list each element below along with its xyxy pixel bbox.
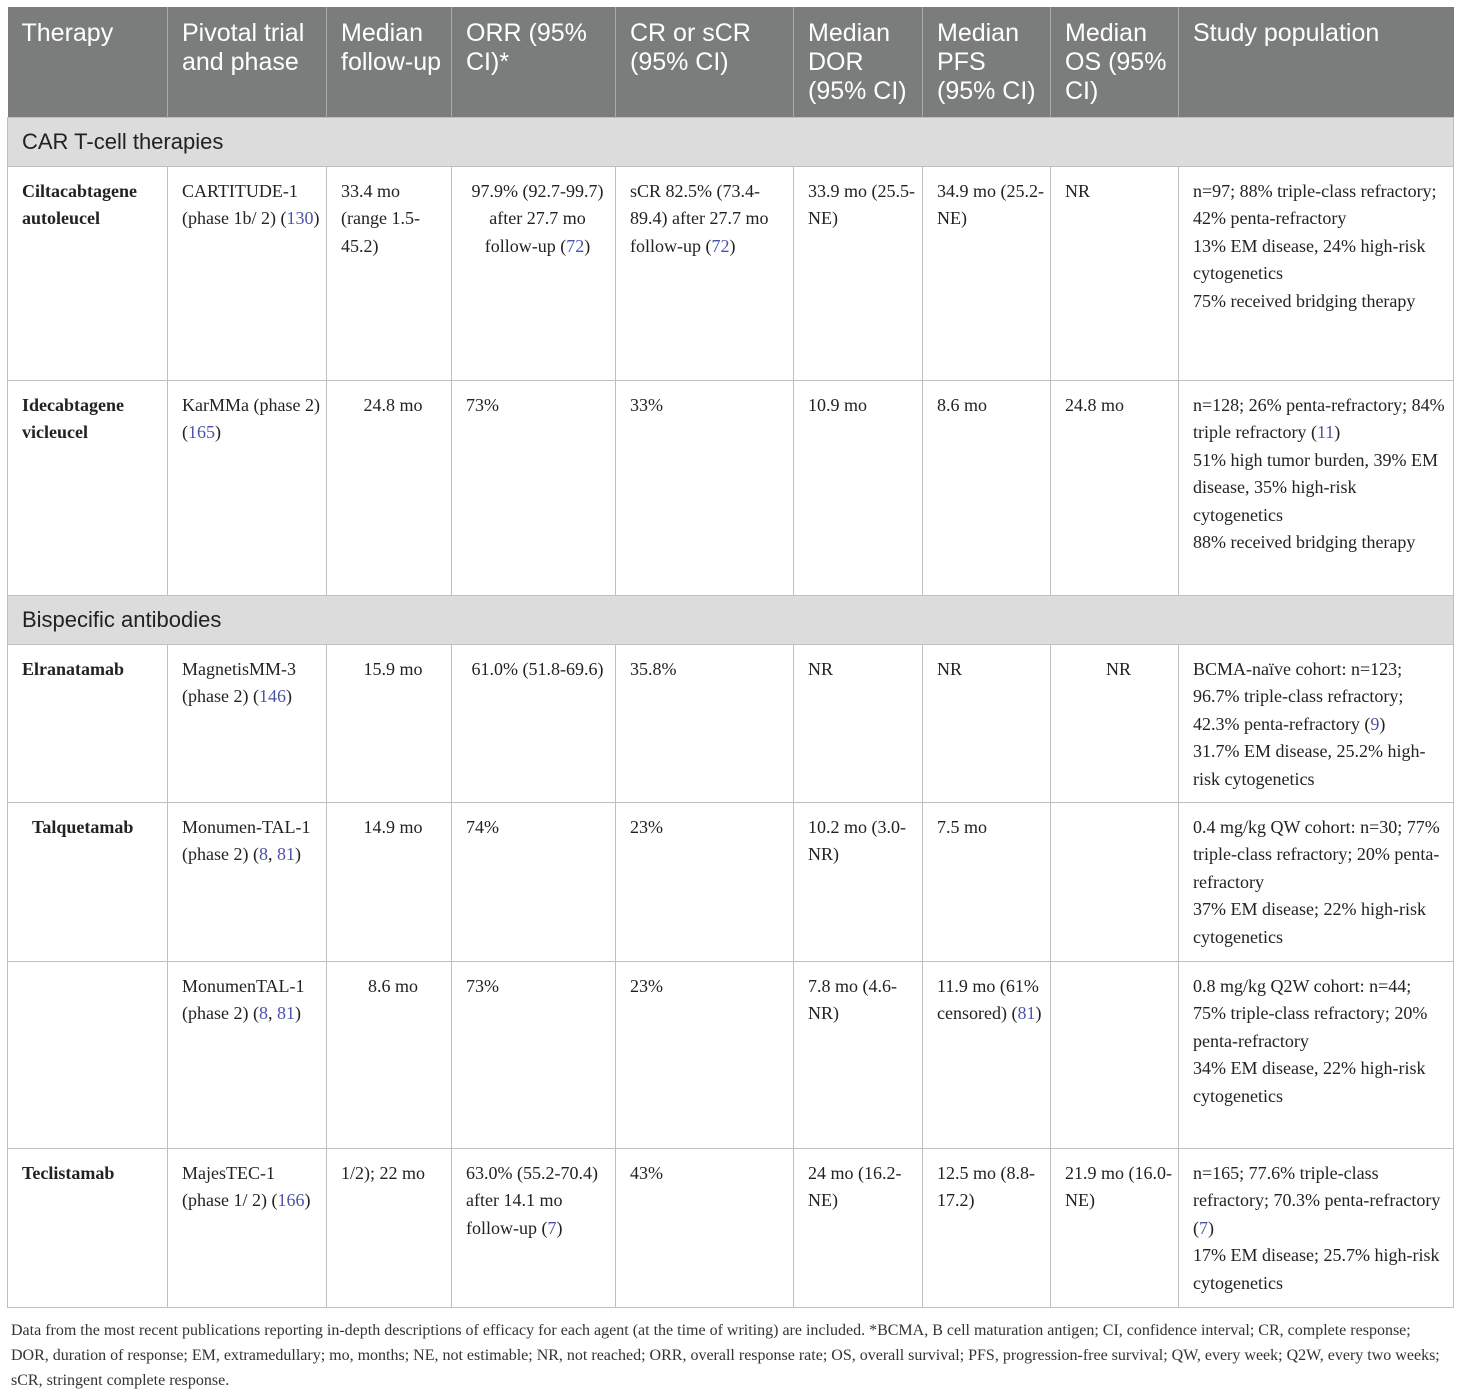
therapy-cell: Teclistamab xyxy=(8,1148,168,1307)
os-cell: NR xyxy=(1051,644,1179,802)
os-cell: NR xyxy=(1051,166,1179,380)
followup-cell: 15.9 mo xyxy=(327,644,452,802)
header-dor: Median DOR (95% CI) xyxy=(794,7,923,117)
reference-link[interactable]: 165 xyxy=(188,422,215,443)
pfs-cell: 11.9 mo (61% censored) (81) xyxy=(923,961,1051,1148)
reference-link[interactable]: 130 xyxy=(286,208,314,229)
header-trial: Pivotal trial and phase xyxy=(168,7,327,117)
dor-cell: 10.9 mo xyxy=(794,380,923,595)
orr-cell: 61.0% (51.8-69.6) xyxy=(452,644,616,802)
reference-link[interactable]: 72 xyxy=(711,235,730,256)
pfs-cell: NR xyxy=(923,644,1051,802)
dor-cell: 7.8 mo (4.6-NR) xyxy=(794,961,923,1148)
population-cell: 0.4 mg/kg QW cohort: n=30; 77% triple-class refractory; 20% penta-refractory 37% EM disease; 22% high-risk cytogenetics xyxy=(1179,802,1454,961)
header-cr: CR or sCR (95% CI) xyxy=(616,7,794,117)
os-cell xyxy=(1051,961,1179,1148)
followup-cell: 24.8 mo xyxy=(327,380,452,595)
cr-cell: 43% xyxy=(616,1148,794,1307)
section-row xyxy=(8,595,1454,644)
followup-cell: 14.9 mo xyxy=(327,802,452,961)
therapy-cell: Elranatamab xyxy=(8,644,168,802)
cr-cell: sCR 82.5% (73.4-89.4) after 27.7 mo follow-up (72) xyxy=(616,166,794,380)
reference-link[interactable]: 8 xyxy=(258,844,268,865)
population-cell: 0.8 mg/kg Q2W cohort: n=44; 75% triple-class refractory; 20% penta-refractory 34% EM disease, 22% high-risk cytogenetics xyxy=(1179,961,1454,1148)
table-row xyxy=(8,166,1454,380)
population-cell: n=165; 77.6% triple-class refractory; 70.3% penta-refractory (7) 17% EM disease; 25.7% high-risk cytogenetics xyxy=(1179,1148,1454,1307)
dor-cell: 33.9 mo (25.5-NE) xyxy=(794,166,923,380)
followup-cell: 8.6 mo xyxy=(327,961,452,1148)
therapy-cell: Talquetamab xyxy=(8,802,168,961)
efficacy-table xyxy=(7,7,1454,1308)
followup-cell: 1/2); 22 mo xyxy=(327,1148,452,1307)
reference-link[interactable]: 11 xyxy=(1316,422,1335,443)
reference-link[interactable]: 81 xyxy=(276,1003,295,1024)
reference-link[interactable]: 7 xyxy=(547,1217,557,1238)
population-cell: n=128; 26% penta-refractory; 84% triple refractory (11) 51% high tumor burden, 39% EM disease, 35% high-risk cytogenetics 88% received bridging therapy xyxy=(1179,380,1454,595)
reference-link[interactable]: 146 xyxy=(258,686,286,707)
header-orr: ORR (95% CI)* xyxy=(452,7,616,117)
os-cell: 24.8 mo xyxy=(1051,380,1179,595)
section-row xyxy=(8,117,1454,166)
reference-link[interactable]: 7 xyxy=(1199,1217,1208,1238)
population-cell: n=97; 88% triple-class refractory; 42% penta-refractory 13% EM disease, 24% high-risk cytogenetics 75% received bridging therapy xyxy=(1179,166,1454,380)
table-row xyxy=(8,802,1454,961)
header-therapy: Therapy xyxy=(8,7,168,117)
orr-cell: 74% xyxy=(452,802,616,961)
trial-cell: KarMMa (phase 2) (165) xyxy=(168,380,327,595)
os-cell xyxy=(1051,802,1179,961)
cr-cell: 35.8% xyxy=(616,644,794,802)
therapy-cell xyxy=(8,961,168,1148)
reference-link[interactable]: 81 xyxy=(276,844,295,865)
cr-cell: 33% xyxy=(616,380,794,595)
table-row xyxy=(8,644,1454,802)
therapy-cell: Idecabtagene vicleucel xyxy=(8,380,168,595)
cr-cell: 23% xyxy=(616,802,794,961)
therapy-cell: Ciltacabtagene autoleucel xyxy=(8,166,168,380)
dor-cell: 10.2 mo (3.0-NR) xyxy=(794,802,923,961)
os-cell: 21.9 mo (16.0-NE) xyxy=(1051,1148,1179,1307)
table-container xyxy=(7,7,1453,1393)
orr-cell: 63.0% (55.2-70.4) after 14.1 mo follow-up (7) xyxy=(452,1148,616,1307)
reference-link[interactable]: 8 xyxy=(258,1003,268,1024)
table-footnote: Data from the most recent publications reporting in-depth descriptions of efficacy for each agent (at the time of writing) are included. *BCMA, B cell maturation antigen; CI, confidence interval; CR, complete response; DOR, duration of response; EM, extramedullary; mo, months; NE, not estimable; NR, not reached; ORR, overall response rate; OS, overall survival; PFS, progression-free survival; QW, every week; Q2W, every two weeks; sCR, stringent complete response. xyxy=(11,1321,1440,1389)
population-cell: BCMA-naïve cohort: n=123; 96.7% triple-class refractory; 42.3% penta-refractory (9) 31.7% EM disease, 25.2% high-risk cytogenetics xyxy=(1179,644,1454,802)
dor-cell: 24 mo (16.2-NE) xyxy=(794,1148,923,1307)
reference-link[interactable]: 166 xyxy=(277,1190,305,1211)
table-row xyxy=(8,1148,1454,1307)
header-population: Study population xyxy=(1179,7,1454,117)
pfs-cell: 12.5 mo (8.8-17.2) xyxy=(923,1148,1051,1307)
followup-cell: 33.4 mo (range 1.5-45.2) xyxy=(327,166,452,380)
header-pfs: Median PFS (95% CI) xyxy=(923,7,1051,117)
pfs-cell: 34.9 mo (25.2-NE) xyxy=(923,166,1051,380)
section-bispecific: Bispecific antibodies xyxy=(8,595,1454,644)
header-row xyxy=(8,7,1454,117)
header-followup: Median follow-up xyxy=(327,7,452,117)
trial-cell: MonumenTAL-1 (phase 2) (8, 81) xyxy=(168,961,327,1148)
trial-cell: MajesTEC-1 (phase 1/ 2) (166) xyxy=(168,1148,327,1307)
orr-cell: 73% xyxy=(452,961,616,1148)
orr-cell: 73% xyxy=(452,380,616,595)
orr-cell: 97.9% (92.7-99.7) after 27.7 mo follow-up (72) xyxy=(452,166,616,380)
trial-cell: CARTITUDE-1 (phase 1b/ 2) (130) xyxy=(168,166,327,380)
section-car-t: CAR T-cell therapies xyxy=(8,117,1454,166)
reference-link[interactable]: 81 xyxy=(1017,1003,1036,1024)
trial-cell: MagnetisMM-3 (phase 2) (146) xyxy=(168,644,327,802)
dor-cell: NR xyxy=(794,644,923,802)
reference-link[interactable]: 9 xyxy=(1370,713,1380,734)
cr-cell: 23% xyxy=(616,961,794,1148)
pfs-cell: 7.5 mo xyxy=(923,802,1051,961)
table-row xyxy=(8,380,1454,595)
header-os: Median OS (95% CI) xyxy=(1051,7,1179,117)
reference-link[interactable]: 72 xyxy=(566,235,585,256)
table-row xyxy=(8,961,1454,1148)
trial-cell: Monumen-TAL-1 (phase 2) (8, 81) xyxy=(168,802,327,961)
pfs-cell: 8.6 mo xyxy=(923,380,1051,595)
